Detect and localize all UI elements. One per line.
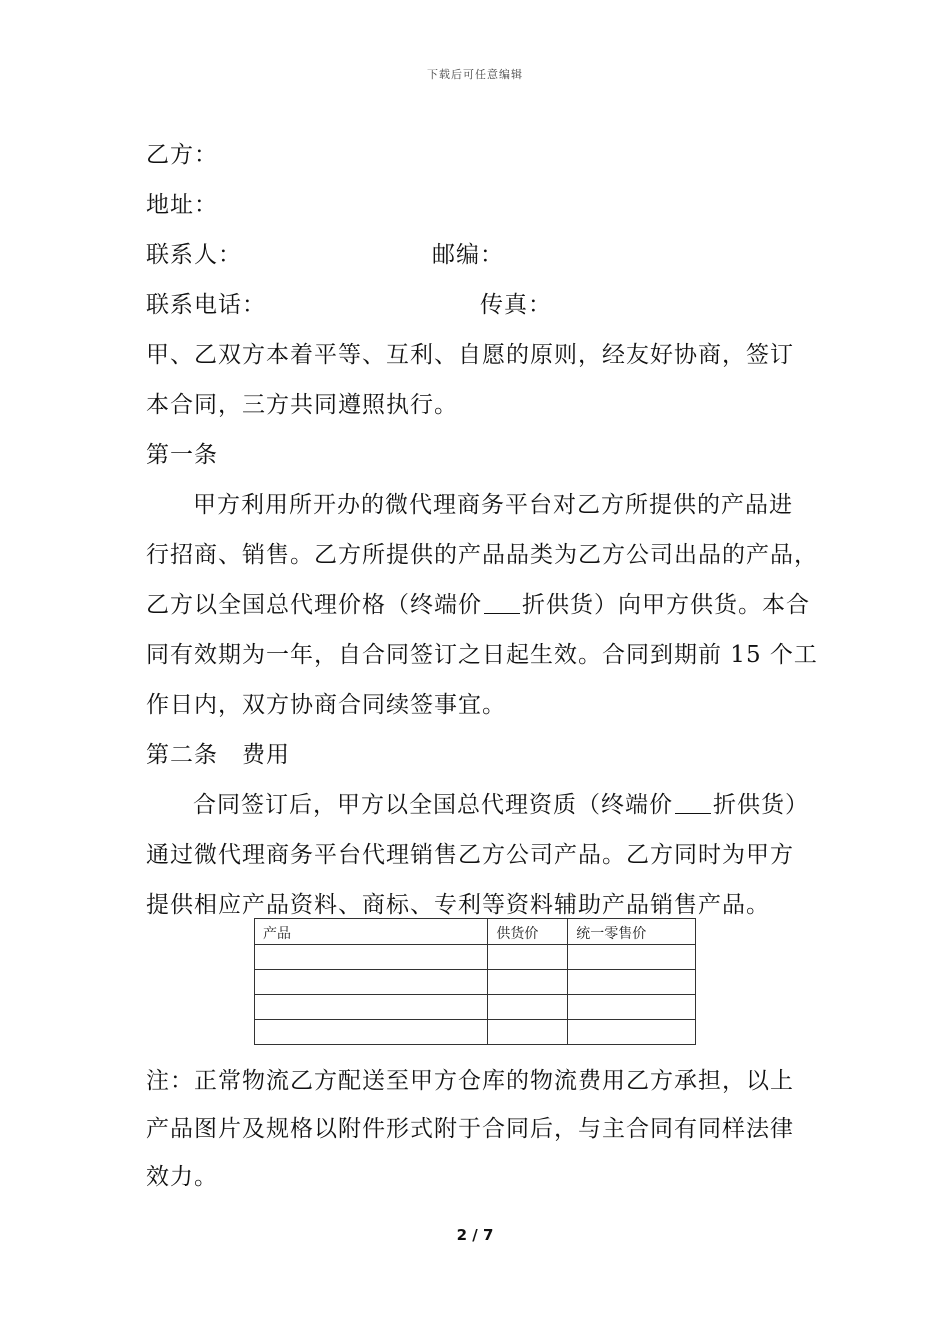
- article-1-line-4: 同有效期为一年，自合同签订之日起生效。合同到期前 15 个工: [146, 642, 818, 668]
- table-header-row: [255, 919, 696, 945]
- fax-label: 传真：: [480, 292, 552, 318]
- note-line-1: 注：正常物流乙方配送至甲方仓库的物流费用乙方承担，以上: [146, 1068, 794, 1094]
- note-line-3: 效力。: [146, 1164, 218, 1190]
- postcode-label: 邮编：: [432, 242, 504, 268]
- table-cell: [568, 995, 696, 1020]
- table-row: [255, 995, 696, 1020]
- phone-label: 联系电话：: [146, 292, 266, 318]
- header-supply-price: 供货价: [488, 919, 568, 945]
- table-cell: [255, 945, 488, 970]
- address-label: 地址：: [146, 192, 218, 218]
- discount-blank-1: [484, 594, 520, 614]
- table-cell: [255, 970, 488, 995]
- discount-blank-2: [675, 794, 711, 814]
- header-retail-price: 统一零售价: [568, 919, 696, 945]
- table-cell: [568, 970, 696, 995]
- article-2-title: 第二条 费用: [146, 742, 290, 768]
- party-b-label: 乙方：: [146, 142, 218, 168]
- article-1-line-1: 甲方利用所开办的微代理商务平台对乙方所提供的产品进: [193, 492, 793, 518]
- table-cell: [488, 995, 568, 1020]
- table-cell: [568, 1020, 696, 1045]
- article-1-line-2: 行招商、销售。乙方所提供的产品品类为乙方公司出品的产品，: [146, 542, 818, 568]
- article-1-line-3: [146, 586, 810, 619]
- page-number: 2 / 7: [456, 1226, 494, 1244]
- article-2-line-1b: 折供货）: [713, 792, 809, 818]
- article-1-line-3b: 折供货）向甲方供货。本合: [522, 592, 810, 618]
- table-cell: [488, 970, 568, 995]
- article-1-line-5: 作日内，双方协商合同续签事宜。: [146, 692, 506, 718]
- table-cell: [488, 1020, 568, 1045]
- article-2-line-1a: 合同签订后，甲方以全国总代理资质（终端价: [193, 792, 673, 818]
- table-cell: [488, 945, 568, 970]
- note-line-2: 产品图片及规格以附件形式附于合同后，与主合同有同样法律: [146, 1116, 794, 1142]
- article-1-title: 第一条: [146, 442, 218, 468]
- header-note: 下载后可任意编辑: [427, 68, 523, 81]
- header-product: 产品: [255, 919, 488, 945]
- article-2-line-1: [193, 786, 809, 819]
- article-2-line-3: 提供相应产品资料、商标、专利等资料辅助产品销售产品。: [146, 892, 770, 918]
- table-row: [255, 945, 696, 970]
- table-cell: [255, 995, 488, 1020]
- contact-label: 联系人：: [146, 242, 242, 268]
- table-row: [255, 970, 696, 995]
- table-row: [255, 1020, 696, 1045]
- article-2-line-2: 通过微代理商务平台代理销售乙方公司产品。乙方同时为甲方: [146, 842, 794, 868]
- product-table: [254, 918, 696, 1045]
- article-1-line-3a: 乙方以全国总代理价格（终端价: [146, 592, 482, 618]
- intro-line-2: 本合同，三方共同遵照执行。: [146, 392, 458, 418]
- intro-line-1: 甲、乙双方本着平等、互利、自愿的原则，经友好协商，签订: [146, 342, 794, 368]
- table-cell: [255, 1020, 488, 1045]
- table-cell: [568, 945, 696, 970]
